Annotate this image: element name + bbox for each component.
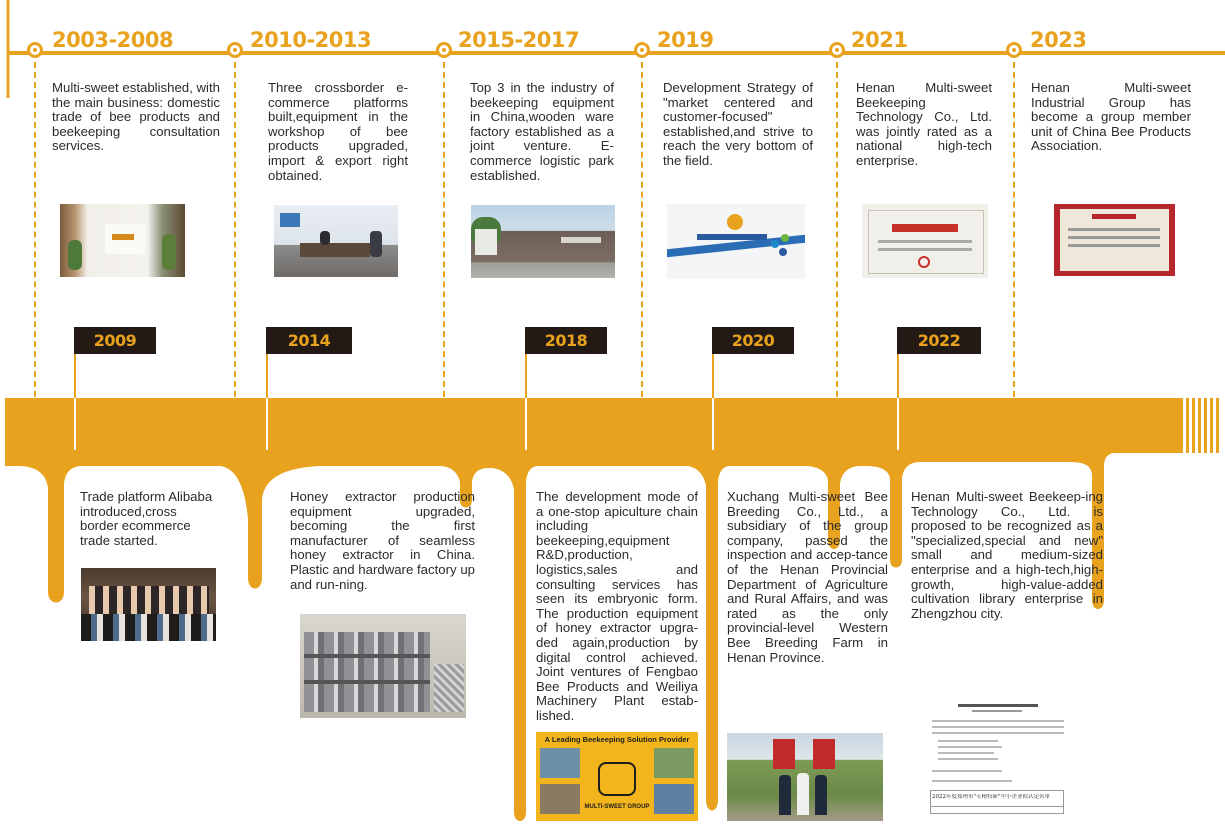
poster-title: A Leading Beekeeping Solution Provider xyxy=(544,735,690,744)
year-label: 2015-2017 xyxy=(458,28,580,52)
band-tick xyxy=(712,398,714,450)
milestone-text: Henan Multi-sweet Beekeeping Technology Co., Ltd. was jointly rated as a national high-tech enterprise. xyxy=(856,80,992,168)
milestone-text: The development mode of a one-stop apiculture chain including beekeeping,equipment R&D,production, logistics,sales and consulting services has seen its embryonic form. The production equipment of honey extractor upgra-ded again,production by digital control achieved. Joint ventures of Fengbao Bee Products and Weiliya Machinery Plant estab-lished. xyxy=(536,489,698,723)
milestone-text: Trade platform Alibaba introduced,cross border ecommerce trade started. xyxy=(80,489,213,548)
milestone-text: Henan Multi-sweet Beekeep-ing Technology Co., Ltd. is proposed to be recognized as a "specialized,special and new" small and medium-sized enterprise and a high-tech,high-growth, high-value-added cultivation library enterprise in Zhengzhou city. xyxy=(911,489,1103,621)
honey-extractor-warehouse-photo xyxy=(300,614,466,718)
year-label: 2009 xyxy=(74,327,156,354)
year-label: 2018 xyxy=(525,327,607,354)
milestone-text: Top 3 in the industry of beekeeping equipment in China,wooden ware factory established as a joint venture. E-commerce logistic park established. xyxy=(470,80,614,183)
notice-row-label: 2022年度郑州市"专精特新"中小企业拟认定名单 xyxy=(932,794,1051,800)
breeding-farm-ceremony-photo xyxy=(727,733,883,821)
year-label: 2022 xyxy=(897,327,981,354)
band-tick xyxy=(525,398,527,450)
year-label: 2019 xyxy=(657,28,714,52)
milestone-text: Three crossborder e-commerce platforms built,equipment in the workshop of bee products upgraded, import & export right obtained. xyxy=(268,80,408,183)
year-label: 2023 xyxy=(1030,28,1087,52)
band-tick xyxy=(266,398,268,450)
poster-brand: MULTI-SWEET GROUP xyxy=(584,804,650,810)
band-tick xyxy=(897,398,899,450)
year-label: 2003-2008 xyxy=(52,28,174,52)
band-tick xyxy=(74,398,76,450)
year-label: 2010-2013 xyxy=(250,28,372,52)
milestone-text: Henan Multi-sweet Industrial Group has become a group member unit of China Bee Products Association. xyxy=(1031,80,1191,154)
team-group-photo xyxy=(81,568,216,641)
year-label: 2014 xyxy=(266,327,352,354)
solution-provider-poster xyxy=(536,732,698,821)
milestone-text: Development Strategy of "market centered and customer-focused" established,and strive to reach the very bottom of the field. xyxy=(663,80,813,168)
year-label: 2021 xyxy=(851,28,908,52)
milestone-text: Xuchang Multi-sweet Bee Breeding Co., Ltd., a subsidiary of the group company, passed the inspection and accep-tance of the Henan Provincial Department of Agriculture and Rural Affairs, and was rated as the only provincial-level Western Bee Breeding Farm in Henan Province. xyxy=(727,489,888,665)
milestone-text: Honey extractor production equipment upgraded, becoming the first manufacturer of seamless honey extractor in China. Plastic and hardware factory up and run-ning. xyxy=(290,489,475,592)
year-label: 2020 xyxy=(712,327,794,354)
notice-document-photo xyxy=(928,700,1068,824)
milestone-text: Multi-sweet established, with the main business: domestic trade of bee products and beekeeping consultation services. xyxy=(52,80,220,154)
